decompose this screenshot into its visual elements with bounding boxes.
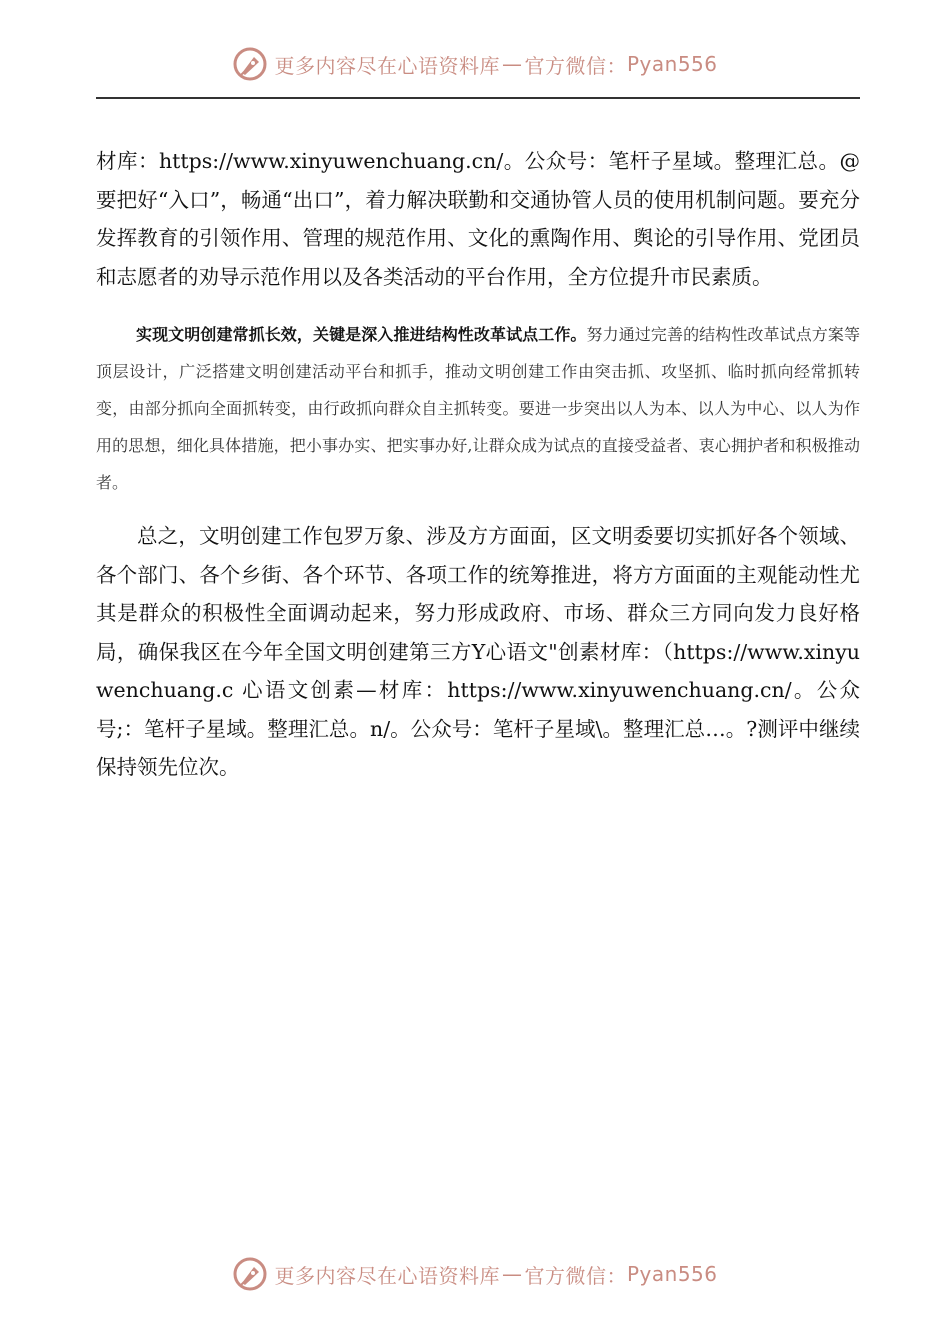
header-brand: 更多内容尽在心语资料库 [274, 53, 500, 78]
document-body [96, 142, 860, 787]
paragraph-2-lead: 实现文明创建常抓长效，关键是深入推进结构性改革试点工作。 [136, 325, 587, 344]
page-footer [0, 1252, 950, 1296]
header-wechat-label: 官方微信： [524, 53, 627, 78]
paragraph-2-text: 努力通过完善的结构性改革试点方案等顶层设计，广泛搭建文明创建活动平台和抓手，推动文明创建工作由突击抓、攻坚抓、临时抓向经常抓转变，由部分抓向全面抓转变，由行政抓向群众自主抓转变。要进一步突出以人为本、以人为中心、以人为作用的思想，细化具体措施，把小事办实、把实事办好,让群众成为试点的直接受益者、衷心拥护者和积极推动者。 [96, 325, 860, 492]
header-separator: — [501, 52, 523, 76]
paragraph-1: 材库：https://www.xinyuwenchuang.cn/。公众号：笔杆子星域。整理汇总。@要把好“入口”，畅通“出口”，着力解决联勤和交通协管人员的使用机制问题。要充分发挥教育的引领作用、管理的规范作用、文化的熏陶作用、舆论的引导作用、党团员和志愿者的劝导示范作用以及各类活动的平台作用，全方位提升市民素质。 [96, 149, 860, 289]
pen-nib-logo-icon [232, 46, 268, 82]
paragraph-3: 总之，文明创建工作包罗万象、涉及方方面面，区文明委要切实抓好各个领域、各个部门、各个乡街、各个环节、各项工作的统筹推进，将方方面面的主观能动性尤其是群众的积极性全面调动起来，努力形成政府、市场、群众三方同向发力良好格局，确保我区在今年全国文明创建第三方Y心语文"创素材库：（https://www.xinyuwenchuang.c 心语文创素—材库：https://www.xinyuwenchuang.cn/。公众号;：笔杆子星域。整理汇总。n/。公众号：笔杆子星域\。整理汇总…。?测评中继续保持领先位次。 [96, 524, 860, 779]
page-header [0, 42, 950, 86]
footer-wechat-id: Pyan556 [626, 1262, 718, 1286]
footer-wechat-label: 官方微信： [524, 1263, 627, 1288]
footer-separator: — [501, 1262, 523, 1286]
footer-brand: 更多内容尽在心语资料库 [274, 1263, 500, 1288]
header-wechat-id: Pyan556 [626, 52, 718, 76]
header-divider [96, 97, 860, 99]
paragraph-2 [96, 316, 860, 501]
pen-nib-logo-icon [232, 1256, 268, 1292]
